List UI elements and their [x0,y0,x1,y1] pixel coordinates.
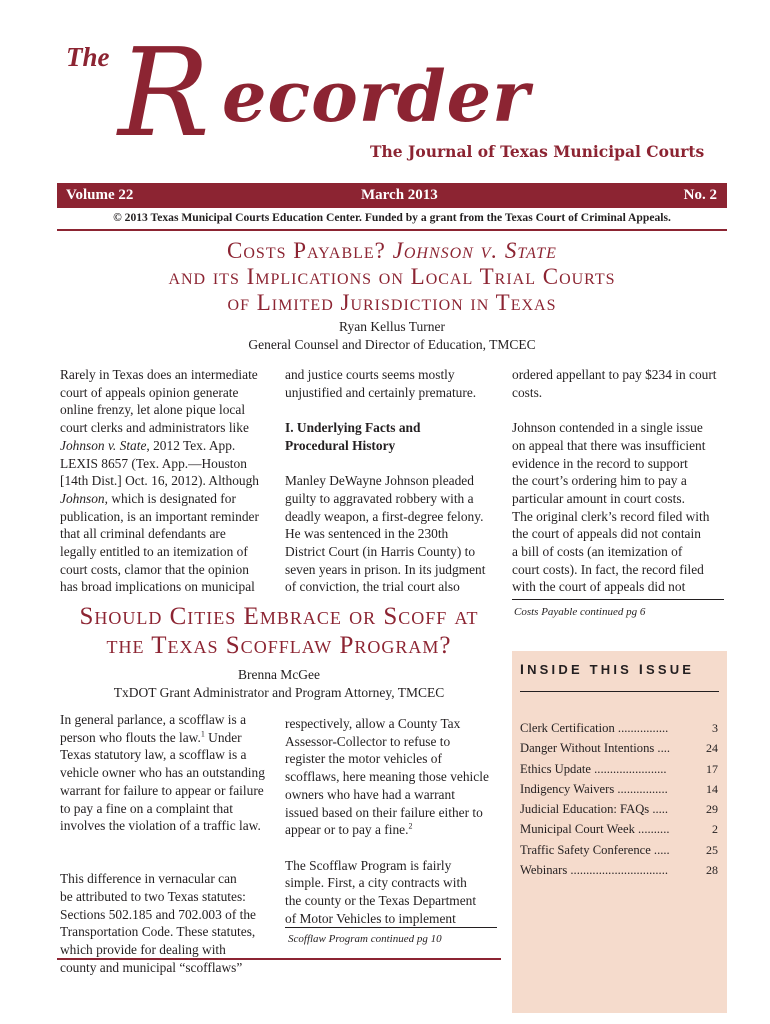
divider [512,599,724,600]
text-line: involves the violation of a traffic law. [60,818,261,834]
section-heading: I. Underlying Facts and [285,420,421,436]
text-line: respectively, allow a County Tax [285,716,461,731]
text-line: owners who have had a warrant [285,786,455,802]
text-line: Assessor-Collector to refuse to [285,733,451,749]
text-line: guilty to aggravated robbery with a [285,490,474,506]
text-line: Johnson, which is designated for [60,490,236,506]
article1-byline [57,318,727,354]
text-line: Transportation Code. These statutes, [60,924,256,940]
text-line: He was sentenced in the 230th [285,526,449,542]
article2-title-line: Should Cities Embrace or Scoff at [79,603,479,630]
text-line: has broad implications on municipal [60,579,255,595]
text-line: seven years in prison. In its judgment [285,561,486,577]
masthead-tagline: The Journal of Texas Municipal Courts [370,142,705,161]
text-line: court of appeals opinion generate [60,384,239,400]
issue-number: No. 2 [683,187,717,203]
article1-author: Ryan Kellus Turner [339,319,445,334]
text-line: of Motor Vehicles to implement [285,910,456,926]
divider [520,691,719,692]
text-line: of conviction, the trial court also [285,579,460,595]
article2-author: Brenna McGee [237,667,321,682]
text-line: that all criminal defendants are [60,526,226,542]
article1-title [57,238,727,316]
text-line: particular amount in court costs. [512,490,685,506]
article2-title-line: the Texas Scofflaw Program? [106,632,452,659]
footnote-ref[interactable]: 1 [200,729,205,739]
text-line: warrant for failure to appear or failure [60,782,264,798]
text-line: appear or to pay a fine.$^2$ [285,821,413,838]
toc-item[interactable]: Municipal Court Week .......... 2 [520,822,718,837]
article1-author-title: General Counsel and Director of Education, TMCEC [248,337,536,352]
text-line: court clerks and administrators like [60,420,249,436]
masthead-logo-initial: R [118,22,210,164]
text-line: deadly weapon, a first-degree felony. [285,508,484,524]
text-line: Johnson contended in a single issue [512,420,703,436]
article1-title-line: of Limited Jurisdiction in Texas [227,290,557,315]
text-line: evidence in the record to support [512,455,688,471]
table-of-contents [520,720,718,882]
inside-this-issue-heading: INSIDE THIS ISSUE [520,661,695,677]
text-line: court costs). In fact, the record filed [512,561,704,577]
article2-continued-link[interactable]: Scofflaw Program continued pg 10 [288,933,442,945]
text-line: The original clerk’s record filed with [512,508,710,524]
footnote-ref[interactable]: 2 [408,821,413,831]
text-line: the court’s ordering him to pay a [512,473,687,489]
text-line: unjustified and certainly premature. [285,384,477,400]
text-line: the county or the Texas Department [285,893,477,909]
article1-column-1 [60,366,270,596]
text-line: register the motor vehicles of [285,751,442,767]
text-line: scofflaws, here meaning those vehicle [285,769,489,785]
text-line: on appeal that there was insufficient [512,437,706,453]
divider [57,958,501,960]
divider [57,229,727,231]
text-line: county and municipal “scofflaws” [60,959,243,975]
text-line: Manley DeWayne Johnson pleaded [285,473,474,489]
text-line: Rarely in Texas does an intermediate [60,367,258,382]
text-line: LEXIS 8657 (Tex. App.—Houston [60,455,247,471]
article2-column-2 [285,715,500,927]
section-heading: Procedural History [285,437,396,453]
text-line: Sections 502.185 and 702.003 of the [60,906,257,922]
text-line: legally entitled to an itemization of [60,544,248,560]
article1-title-line: and its Implications on Local Trial Courts [168,264,616,289]
text-line: with the court of appeals did not [512,579,686,595]
text-line: This difference in vernacular can [60,871,237,887]
toc-item[interactable]: Judicial Education: FAQs ..... 29 [520,802,718,817]
article2-byline [57,666,501,702]
article1-continued-link[interactable]: Costs Payable continued pg 6 [514,606,646,618]
issue-bar [57,183,727,208]
issue-volume: Volume 22 [66,187,134,203]
text-line: costs. [512,384,543,400]
text-line: [14th Dist.] Oct. 16, 2012). Although [60,473,259,489]
text-line: Johnson v. State, 2012 Tex. App. [60,437,236,453]
copyright-line: © 2013 Texas Municipal Courts Education Center. Funded by a grant from the Texas Court of Criminal Appeals. [113,211,671,224]
article1-column-3 [512,366,727,596]
text-line: the court of appeals did not contain [512,526,701,542]
text-line: court costs, clamor that the opinion [60,561,249,577]
text-line: District Court (in Harris County) to [285,544,476,559]
text-line: to pay a fine on a complaint that [60,800,233,816]
article2-author-title: TxDOT Grant Administrator and Program Attorney, TMCEC [113,685,445,700]
text-line: and justice courts seems mostly [285,367,455,382]
text-line: online frenzy, let alone pique local [60,402,246,418]
masthead-the: The [66,42,110,72]
toc-item[interactable]: Webinars ............................... 28 [520,863,718,878]
inside-this-issue-box [512,651,727,1013]
text-line: a bill of costs (an itemization of [512,544,683,560]
toc-item[interactable]: Indigency Waivers ................ 14 [520,781,718,796]
toc-item[interactable]: Danger Without Intentions .... 24 [520,741,718,756]
text-line: vehicle owner who has an outstanding [60,765,265,781]
article2-title [57,602,501,660]
text-line: In general parlance, a scofflaw is a [60,712,247,727]
issue-date: March 2013 [361,187,438,203]
text-line: simple. First, a city contracts with [285,875,467,891]
text-line: be attributed to two Texas statutes: [60,889,246,904]
article2-column-1 [60,711,270,977]
toc-item[interactable]: Clerk Certification ................ 3 [520,721,718,735]
text-line: The Scofflaw Program is fairly [285,857,452,873]
article1-column-2 [285,366,495,596]
article1-title-line: Costs Payable? Johnson v. State [227,238,557,263]
masthead [0,0,770,180]
text-line: Texas statutory law, a scofflaw is a [60,747,247,763]
toc-item[interactable]: Ethics Update ....................... 17 [520,761,718,776]
text-line: publication, is an important reminder [60,508,259,524]
masthead-logo-text: ecorder [222,55,531,138]
toc-item[interactable]: Traffic Safety Conference ..... 25 [520,842,718,857]
text-line: issued based on their failure either to [285,804,483,820]
text-line: which provide for dealing with [60,942,226,958]
text-line: ordered appellant to pay $234 in court [512,367,717,382]
divider [285,927,497,928]
text-line: person who flouts the law.$^1$ Under [60,729,242,745]
